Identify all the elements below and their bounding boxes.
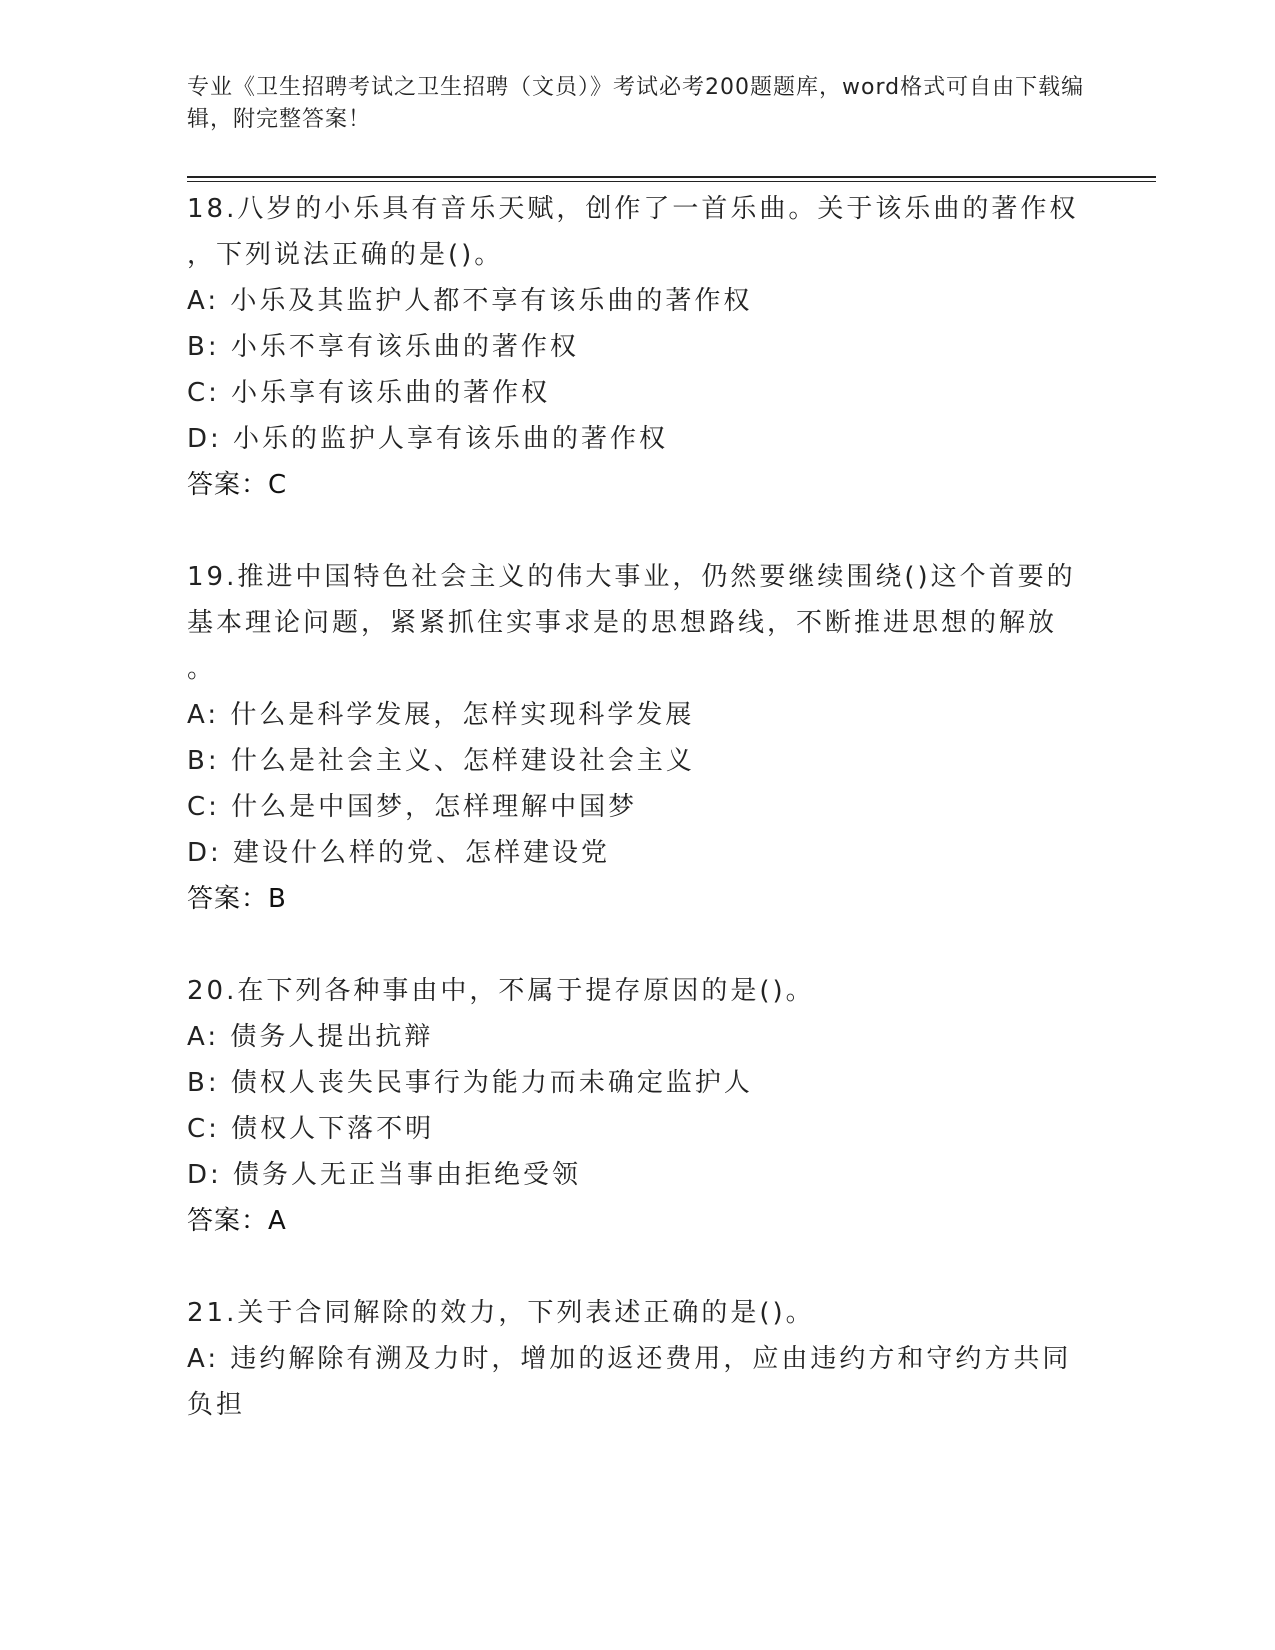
question-list (187, 186, 1087, 1428)
option-a: A: 违约解除有溯及力时，增加的返还费用，应由违约方和守约方共同 (187, 1344, 1072, 1374)
question-stem: 基本理论问题，紧紧抓住实事求是的思想路线，不断推进思想的解放 (187, 608, 1058, 638)
option-a: A: 小乐及其监护人都不享有该乐曲的著作权 (187, 286, 753, 316)
option-d: D: 债务人无正当事由拒绝受领 (187, 1160, 582, 1190)
option-b: B: 什么是社会主义、怎样建设社会主义 (187, 746, 695, 776)
answer: 答案：C (187, 470, 288, 500)
option-a: A: 什么是科学发展，怎样实现科学发展 (187, 700, 695, 730)
option-b: B: 债权人丧失民事行为能力而未确定监护人 (187, 1068, 753, 1098)
option-a-continued: 负担 (187, 1390, 246, 1420)
question-21 (187, 1290, 1087, 1428)
question-19 (187, 554, 1087, 922)
question-stem: 18.八岁的小乐具有音乐天赋，创作了一首乐曲。关于该乐曲的著作权 (187, 194, 1079, 224)
question-stem: 。 (187, 654, 217, 684)
option-d: D: 建设什么样的党、怎样建设党 (187, 838, 611, 868)
spacer (187, 1244, 1087, 1290)
question-stem: 19.推进中国特色社会主义的伟大事业，仍然要继续围绕()这个首要的 (187, 562, 1076, 592)
answer: 答案：A (187, 1206, 287, 1236)
document-header: 专业《卫生招聘考试之卫生招聘（文员）》考试必考200题题库，word格式可自由下载编辑，附完整答案！ (187, 75, 1085, 132)
option-b: B: 小乐不享有该乐曲的著作权 (187, 332, 579, 362)
question-18 (187, 186, 1087, 508)
question-20 (187, 968, 1087, 1244)
header-rule-thin (187, 181, 1156, 182)
option-c: C: 什么是中国梦，怎样理解中国梦 (187, 792, 638, 822)
option-a: A: 债务人提出抗辩 (187, 1022, 434, 1052)
option-c: C: 债权人下落不明 (187, 1114, 435, 1144)
question-stem: 20.在下列各种事由中，不属于提存原因的是()。 (187, 976, 815, 1006)
header-rule-thick (187, 176, 1156, 178)
option-d: D: 小乐的监护人享有该乐曲的著作权 (187, 424, 669, 454)
question-stem: ，下列说法正确的是()。 (187, 240, 504, 270)
spacer (187, 922, 1087, 968)
option-c: C: 小乐享有该乐曲的著作权 (187, 378, 551, 408)
answer: 答案：B (187, 884, 287, 914)
spacer (187, 508, 1087, 554)
question-stem: 21.关于合同解除的效力，下列表述正确的是()。 (187, 1298, 815, 1328)
